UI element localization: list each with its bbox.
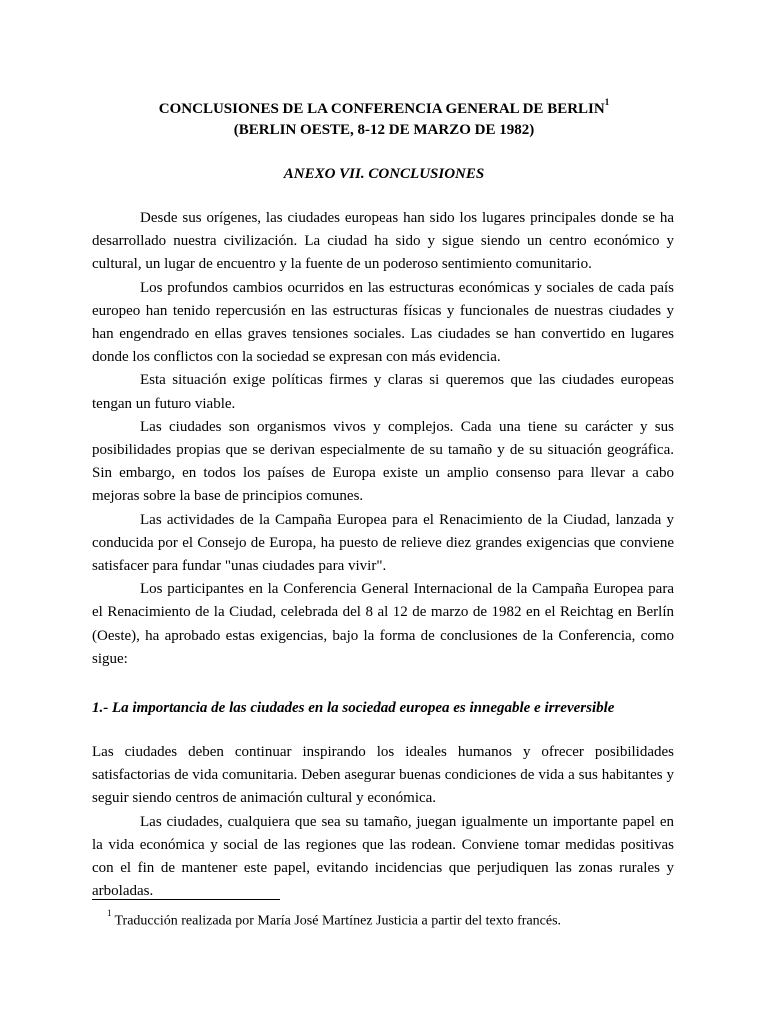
intro-paragraph: Los profundos cambios ocurridos en las estructuras económicas y sociales de cada país europeo han tenido repercusión en las estructuras físicas y funcionales de nuestras ciudades y han engendrado en ellas graves tensiones sociales. Las ciudades se han convertido en lugares donde los conflictos con la sociedad se expresan con más evidencia. [92, 279, 674, 366]
section-1-paragraph: Las ciudades, cualquiera que sea su tamaño, juegan igualmente un importante papel en la vida económica y social de las regiones que las rodean. Conviene tomar medidas positivas con el fin de mantener este papel, evitando incidencias que perjudiquen las zonas rurales y arboladas. [92, 813, 674, 900]
intro-paragraph: Desde sus orígenes, las ciudades europeas han sido los lugares principales donde se ha desarrollado nuestra civilización. La ciudad ha sido y sigue siendo un centro económico y cultural, un lugar de encuentro y la fuente de un poderoso sentimiento comunitario. [92, 210, 674, 273]
intro-paragraph: Las actividades de la Campaña Europea para el Renacimiento de la Ciudad, lanzada y conducida por el Consejo de Europa, ha puesto de relieve diez grandes exigencias que conviene satisfacer para fundar "unas ciudades para vivir". [92, 511, 674, 575]
footnote-divider [92, 899, 280, 900]
intro-paragraph: Esta situación exige políticas firmes y claras si queremos que las ciudades europeas tengan un futuro viable. [92, 372, 674, 412]
document-title-line-1 [0, 95, 768, 118]
footnote-mark: 1 [107, 908, 112, 918]
footnote [107, 907, 667, 931]
intro-paragraph: Los participantes en la Conferencia General Internacional de la Campaña Europea para el Renacimiento de la Ciudad, celebrada del 8 al 12 de marzo de 1982 en el Reichtag en Berlín (Oeste), ha aprobado estas exigencias, bajo la forma de conclusiones de la Conferencia, como sigue: [92, 581, 674, 667]
section-1-heading: 1.- La importancia de las ciudades en la sociedad europea es innegable e irreversible [92, 700, 615, 716]
title-text: CONCLUSIONES DE LA CONFERENCIA GENERAL DE BERLIN [158, 101, 605, 117]
title-footnote-mark: 1 [604, 97, 610, 107]
section-1-body [92, 741, 674, 903]
document-title-line-2: (BERLIN OESTE, 8-12 DE MARZO DE 1982) [233, 122, 535, 138]
section-1-paragraph: Las ciudades deben continuar inspirando los ideales humanos y ofrecer posibilidades satisfactorias de vida comunitaria. Deben asegurar buenas condiciones de vida a sus habitantes y seguir siendo centros de animación cultural y económica. [92, 744, 674, 807]
footnote-text: Traducción realizada por María José Martínez Justicia a partir del texto francés. [114, 913, 562, 929]
intro-paragraph: Las ciudades son organismos vivos y complejos. Cada una tiene su carácter y sus posibilidades propias que se derivan especialmente de su tamaño y de su situación geográfica. Sin embargo, en todos los países de Europa existe un amplio consenso para llevar a cabo mejoras sobre la base de principios comunes. [92, 418, 674, 505]
intro-section [92, 207, 674, 671]
annex-heading: ANEXO VII. CONCLUSIONES [283, 166, 485, 182]
